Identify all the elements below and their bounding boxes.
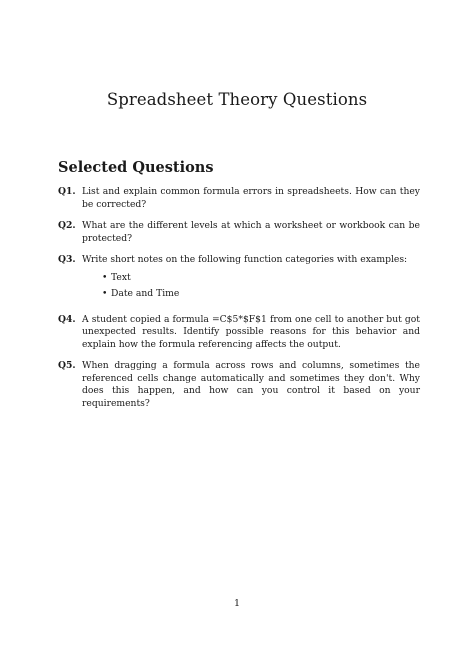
page-number: 1: [233, 598, 241, 609]
question-body: [82, 254, 420, 305]
question-label: Q2.: [58, 220, 76, 231]
document-title: Spreadsheet Theory Questions: [106, 90, 368, 109]
question-label: Q4.: [58, 313, 76, 325]
question-label: Q5.: [58, 360, 76, 371]
question-list: [58, 186, 420, 419]
list-item: [102, 272, 420, 285]
question-label: Q3.: [58, 254, 76, 265]
question-label: Q1.: [58, 186, 76, 197]
question-5: [58, 360, 420, 410]
section-heading: Selected Questions: [58, 159, 214, 176]
question-text: List and explain common formula errors in spreadsheets. How can they be corrected?: [82, 186, 420, 210]
question-1: [58, 186, 420, 211]
bullet-icon: •: [102, 288, 108, 299]
question-4: [58, 314, 420, 352]
bullet-icon: •: [102, 271, 108, 283]
question-text: A student copied a formula =C$5*$F$1 from one cell to another but got unexpected results. Identify possible reasons for this behavior and explain how the formula referencing affects the output.: [82, 313, 420, 350]
question-3: [58, 254, 420, 305]
question-2: [58, 220, 420, 245]
list-item-label: Date and Time: [111, 288, 180, 299]
question-text: What are the different levels at which a worksheet or workbook can be protected?: [82, 220, 420, 244]
question-text: Write short notes on the following function categories with examples:: [82, 254, 408, 265]
list-item-label: Text: [111, 271, 131, 283]
category-list: [82, 272, 420, 301]
list-item: [102, 288, 420, 301]
question-text: When dragging a formula across rows and columns, sometimes the referenced cells change automatically and sometimes they don't. Why does this happen, and how can you control it based on your requirements?: [82, 360, 420, 409]
